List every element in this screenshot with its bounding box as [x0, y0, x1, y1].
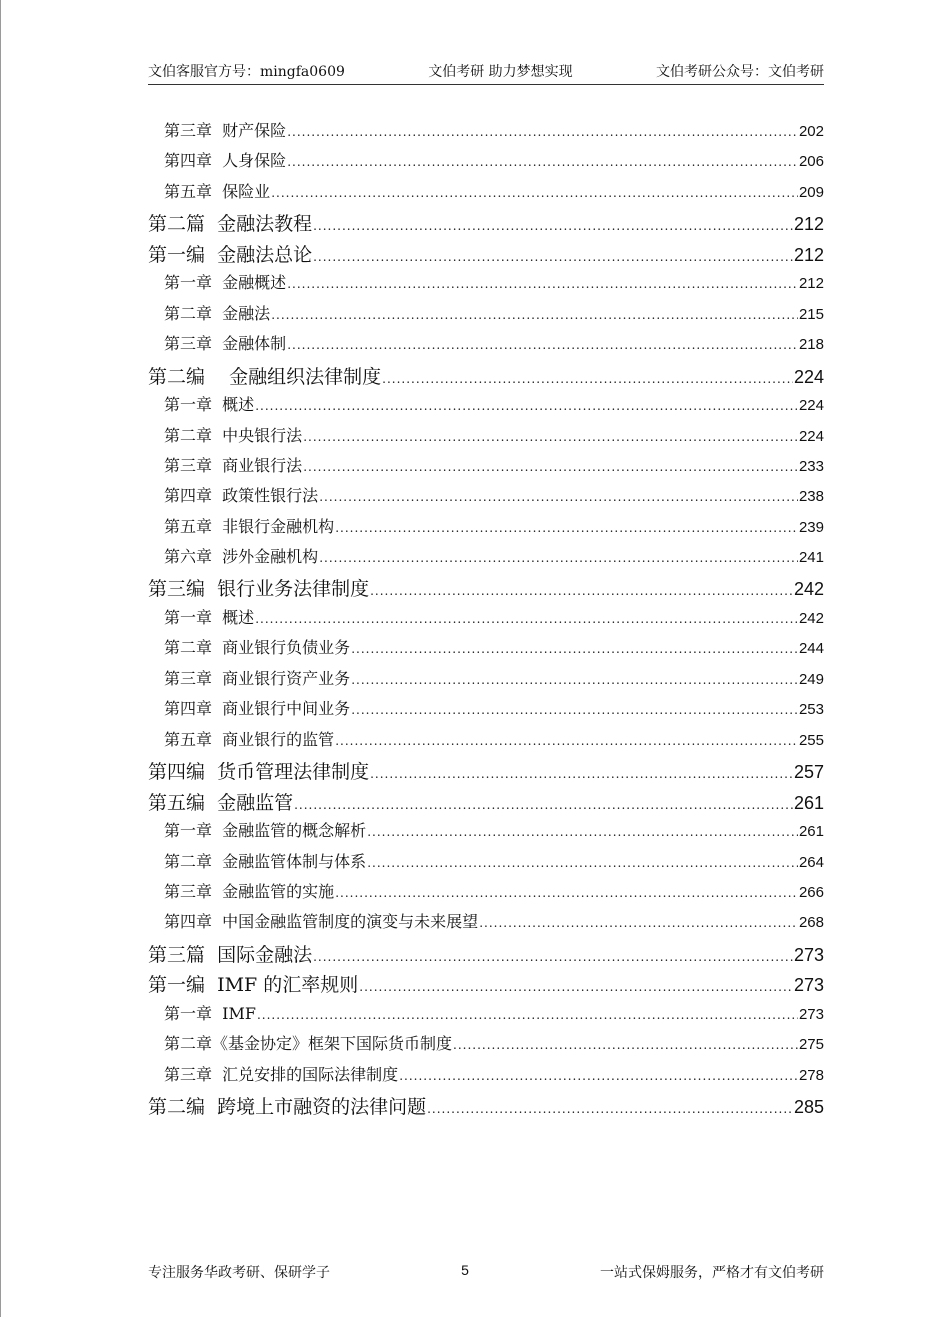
toc-entry-chapter[interactable] [148, 384, 824, 414]
toc-entry-title: 第一章 概述 [164, 395, 255, 415]
toc-entry-page: 238 [798, 488, 824, 506]
toc-entry-chapter[interactable] [148, 110, 824, 140]
toc-entry-title: 第二章 金融法 [164, 303, 271, 323]
toc-entry-page: 209 [798, 183, 824, 201]
toc-entry-title: 第二章 金融监管体制与体系 [164, 851, 367, 871]
toc-entry-chapter[interactable] [148, 171, 824, 201]
toc-entry-line [164, 871, 824, 902]
toc-entry-title: 第二章 商业银行负债业务 [164, 638, 351, 658]
toc-entry-chapter[interactable] [148, 688, 824, 718]
toc-entry-part[interactable] [148, 354, 824, 388]
toc-entry-line [164, 597, 824, 628]
toc-leader-dots [399, 1069, 798, 1083]
toc-leader-dots [255, 612, 798, 626]
toc-entry-page: 202 [798, 123, 824, 140]
toc-entry-line [164, 323, 824, 354]
toc-entry-title: 第三章 汇兑安排的国际法律制度 [164, 1064, 399, 1084]
toc-entry-page: 273 [793, 944, 824, 965]
toc-entry-part[interactable] [148, 932, 824, 966]
toc-entry-page: 253 [798, 701, 824, 719]
toc-entry-line [148, 1084, 824, 1119]
toc-leader-dots [335, 521, 798, 535]
toc-leader-dots [257, 1008, 798, 1022]
toc-leader-dots [287, 155, 798, 169]
toc-leader-dots [287, 125, 798, 139]
toc-entry-part[interactable] [148, 566, 824, 601]
toc-leader-dots [255, 399, 798, 413]
toc-entry-line [164, 445, 824, 476]
toc-leader-dots [303, 430, 798, 444]
page-footer [148, 1262, 824, 1282]
toc-leader-dots [271, 308, 798, 322]
toc-entry-title: 第一章 金融监管的概念解析 [164, 821, 367, 841]
toc-entry-line [164, 658, 824, 689]
toc-entry-page: 261 [798, 823, 824, 841]
toc-entry-chapter[interactable] [148, 719, 824, 749]
toc-entry-chapter[interactable] [148, 901, 824, 931]
toc-entry-line [164, 110, 824, 141]
toc-entry-title: 第三章 财产保险 [164, 121, 287, 140]
toc-entry-page: 206 [798, 153, 824, 171]
toc-leader-dots [271, 186, 798, 200]
toc-entry-chapter[interactable] [148, 536, 824, 566]
toc-entry-chapter[interactable] [148, 597, 824, 627]
toc-entry-chapter[interactable] [148, 1023, 824, 1053]
toc-entry-title: 第三章 商业银行资产业务 [164, 668, 351, 688]
toc-entry-line [164, 415, 824, 446]
toc-entry-chapter[interactable] [148, 506, 824, 536]
toc-entry-line [164, 506, 824, 537]
toc-entry-page: 212 [793, 244, 824, 265]
toc-entry-page: 224 [798, 427, 824, 445]
toc-entry-page: 224 [793, 366, 824, 387]
toc-entry-title: 第二编 金融组织法律制度 [148, 365, 382, 388]
toc-entry-page: 257 [793, 762, 824, 783]
toc-entry-page: 275 [798, 1036, 824, 1054]
toc-entry-chapter[interactable] [148, 658, 824, 688]
toc-entry-part[interactable] [148, 962, 824, 997]
toc-entry-title: 第五章 商业银行的监管 [164, 729, 335, 749]
toc-entry-line [164, 140, 824, 171]
toc-entry-page: 244 [798, 640, 824, 658]
toc-entry-chapter[interactable] [148, 262, 824, 292]
toc-entry-line [164, 901, 824, 932]
toc-entry-title: 第二章 中央银行法 [164, 425, 303, 445]
toc-entry-chapter[interactable] [148, 323, 824, 353]
toc-entry-title: 第一章 概述 [164, 608, 255, 628]
toc-leader-dots [303, 460, 798, 474]
toc-entry-title: 第一章 IMF [164, 1003, 256, 1023]
toc-entry-line [164, 1023, 824, 1054]
toc-leader-dots [351, 703, 798, 717]
toc-entry-chapter[interactable] [148, 293, 824, 323]
toc-entry-title: 第四章 人身保险 [164, 151, 287, 171]
toc-entry-line [164, 810, 824, 841]
toc-entry-chapter[interactable] [148, 140, 824, 170]
toc-leader-dots [367, 825, 798, 839]
toc-leader-dots [335, 734, 798, 748]
toc-leader-dots [287, 277, 798, 291]
table-of-contents [148, 110, 824, 1119]
toc-entry-chapter[interactable] [148, 415, 824, 445]
toc-leader-dots [427, 1102, 793, 1116]
toc-entry-chapter[interactable] [148, 445, 824, 475]
toc-entry-part[interactable] [148, 232, 824, 266]
toc-entry-title: 第五章 非银行金融机构 [164, 516, 335, 536]
toc-entry-page: 266 [798, 883, 824, 901]
toc-entry-line [164, 262, 824, 293]
toc-entry-page: 224 [798, 397, 824, 415]
toc-entry-part[interactable] [148, 749, 824, 784]
toc-entry-title: 第五章 保险业 [164, 181, 271, 201]
header-right: 文伯考研公众号：文伯考研 [656, 64, 824, 80]
toc-leader-dots [335, 886, 798, 900]
toc-entry-title: 第六章 涉外金融机构 [164, 547, 319, 567]
toc-entry-page: 273 [793, 975, 824, 996]
page-edge [0, 0, 1, 1317]
toc-leader-dots [453, 1038, 798, 1052]
toc-entry-title: 第二章《基金协定》框架下国际货币制度 [164, 1034, 453, 1054]
toc-entry-page: 242 [793, 579, 824, 600]
toc-entry-page: 278 [798, 1066, 824, 1084]
toc-entry-chapter[interactable] [148, 871, 824, 901]
toc-entry-chapter[interactable] [148, 841, 824, 871]
toc-entry-page: 255 [798, 731, 824, 749]
toc-entry-chapter[interactable] [148, 475, 824, 505]
toc-entry-title: 第一章 金融概述 [164, 273, 287, 293]
toc-entry-page: 261 [793, 792, 824, 813]
toc-entry-line [164, 1054, 824, 1085]
toc-entry-title: 第三编 银行业务法律制度 [148, 578, 370, 601]
toc-entry-page: 273 [798, 1005, 824, 1023]
page-header [148, 60, 824, 85]
toc-leader-dots [479, 916, 798, 930]
toc-entry-title: 第三篇 国际金融法 [148, 943, 313, 966]
toc-entry-page: 212 [798, 275, 824, 293]
toc-entry-page: 212 [793, 214, 824, 235]
toc-entry-title: 第二篇 金融法教程 [148, 213, 313, 236]
toc-entry-page: 233 [798, 457, 824, 475]
toc-entry-line [164, 993, 824, 1024]
toc-leader-dots [319, 551, 798, 565]
toc-leader-dots [351, 642, 798, 656]
header-center: 文伯考研 助力梦想实现 [428, 64, 573, 80]
toc-entry-page: 242 [798, 610, 824, 628]
toc-entry-page: 249 [798, 670, 824, 688]
toc-entry-line [164, 719, 824, 750]
toc-entry-title: 第四章 中国金融监管制度的演变与未来展望 [164, 912, 479, 932]
toc-entry-line [164, 171, 824, 202]
toc-entry-page: 268 [798, 914, 824, 932]
toc-entry-title: 第一编 IMF 的汇率规则 [148, 974, 359, 997]
toc-leader-dots [287, 338, 798, 352]
toc-entry-title: 第四章 商业银行中间业务 [164, 699, 351, 719]
footer-right: 一站式保姆服务，严格才有文伯考研 [599, 1265, 824, 1281]
toc-entry-title: 第二编 跨境上市融资的法律问题 [148, 1096, 427, 1119]
toc-entry-title: 第四编 货币管理法律制度 [148, 761, 370, 784]
footer-left: 专注服务华政考研、保研学子 [148, 1265, 330, 1281]
toc-entry-page: 218 [798, 336, 824, 354]
toc-entry-page: 241 [798, 549, 824, 567]
toc-entry-part[interactable] [148, 201, 824, 236]
toc-entry-line [164, 293, 824, 324]
toc-leader-dots [351, 673, 798, 687]
toc-leader-dots [367, 856, 798, 870]
toc-leader-dots [319, 490, 798, 504]
toc-entry-chapter[interactable] [148, 1054, 824, 1084]
toc-entry-page: 285 [793, 1097, 824, 1118]
toc-entry-chapter[interactable] [148, 627, 824, 657]
header-left: 文伯客服官方号：mingfa0609 [148, 64, 345, 80]
toc-entry-line [164, 688, 824, 719]
toc-entry-part[interactable] [148, 780, 824, 814]
toc-entry-page: 239 [798, 518, 824, 536]
toc-entry-title: 第三章 商业银行法 [164, 455, 303, 475]
toc-entry-title: 第三章 金融监管的实施 [164, 881, 335, 901]
toc-entry-line [164, 841, 824, 872]
toc-entry-part[interactable] [148, 1084, 824, 1119]
toc-entry-title: 第五编 金融监管 [148, 791, 294, 814]
toc-entry-line [164, 384, 824, 415]
toc-entry-line [164, 536, 824, 567]
toc-entry-page: 264 [798, 853, 824, 871]
toc-entry-title: 第一编 金融法总论 [148, 243, 313, 266]
toc-entry-chapter[interactable] [148, 810, 824, 840]
toc-entry-line [164, 475, 824, 506]
toc-entry-page: 215 [798, 305, 824, 323]
toc-entry-chapter[interactable] [148, 993, 824, 1023]
toc-entry-line [164, 627, 824, 658]
page-number: 5 [461, 1262, 469, 1278]
toc-entry-title: 第三章 金融体制 [164, 334, 287, 354]
toc-entry-title: 第四章 政策性银行法 [164, 486, 319, 506]
